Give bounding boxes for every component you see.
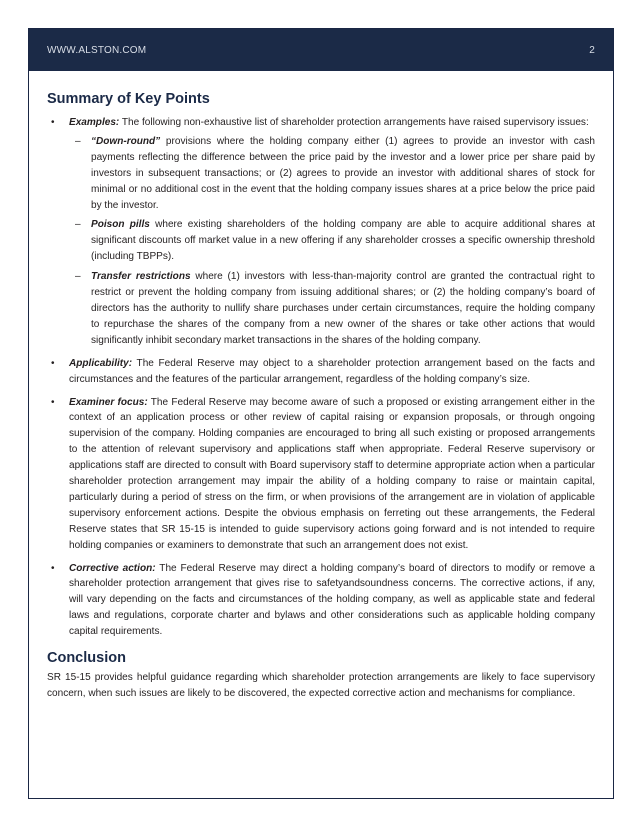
term-label: Transfer restrictions — [91, 271, 191, 283]
term-label: Examples: — [69, 117, 120, 128]
website-link[interactable]: WWW.ALSTON.COM — [47, 44, 147, 56]
page-header — [29, 29, 613, 71]
conclusion-paragraph: SR 15-15 provides helpful guidance regarding which shareholder protection arrangements are likely to face supervisory concern, when such issues are likely to be discovered, the expected corrective action and mechanisms for compliance. — [47, 672, 595, 699]
bullet-corrective-action — [47, 561, 595, 641]
page-number: 2 — [589, 44, 595, 56]
key-points-list — [47, 115, 595, 640]
subitem-text: provisions where the holding company either (1) agrees to provide an investor with cash payments reflecting the difference between the price paid by the investor and a lower price per share paid by investors in subsequent transactions; or (2) agrees to provide an investor with additional shares of stock for minimal or no additional cost in the event that the holding company issues shares at a price below the price paid by the investor. — [91, 135, 595, 211]
document-page — [28, 28, 614, 799]
bullet-examples — [47, 115, 595, 349]
term-label: Corrective action: — [69, 562, 156, 574]
bullet-text: The following non-exhaustive list of shareholder protection arrangements have raised supervisory issues: — [119, 117, 589, 128]
subitem-down-round — [69, 134, 595, 214]
bullet-text: The Federal Reserve may direct a holding company’s board of directors to modify or remove a shareholder protection arrangement that gives rise to safetyandsoundness concerns. The corrective actions, if any, will vary depending on the facts and circumstances of the holding company, as well as applicable state and federal laws and regulations, corporate charter and bylaws and other considerations such as applicable holding company capital requirements. — [69, 562, 595, 638]
subitem-poison-pills — [69, 217, 595, 265]
term-label: “Down-round” — [91, 135, 161, 147]
subitem-transfer-restrictions — [69, 269, 595, 349]
page-content — [29, 71, 613, 702]
term-label: Examiner focus: — [69, 396, 148, 408]
examples-sublist — [69, 134, 595, 349]
subitem-text: where (1) investors with less-than-majority control are granted the contractual right to restrict or prevent the holding company from issuing additional shares; or (2) the holding company’s board of directors has the authority to nullify share purchases under certain circumstances, require the holding company to repurchase the shares of the company from a new owner of the shares or take other actions that would significantly inhibit secondary market transactions in the shares of the holding company. — [91, 271, 595, 346]
section-heading-conclusion: Conclusion — [47, 650, 126, 667]
term-label: Poison pills — [91, 219, 150, 231]
bullet-examiner-focus — [47, 395, 595, 554]
term-label: Applicability: — [69, 357, 133, 369]
bullet-applicability — [47, 356, 595, 388]
subitem-text: where existing shareholders of the holding company are able to acquire additional shares at significant discounts off market value in a new offering if any shareholder crosses a specific ownership threshold (including TBPPs). — [91, 219, 595, 263]
section-heading-summary: Summary of Key Points — [47, 91, 210, 107]
bullet-text: The Federal Reserve may become aware of such a proposed or existing arrangement either in the context of an application process or other review of capital raising or expansion proposals, or through ongoing supervision of the company. Holding companies are encouraged to bring all such existing or proposed arrangements to the attention of relevant supervisory and applications staff when appropriate. Federal Reserve supervisory or applications staff are directed to consult with Board supervisory staff to determine appropriate action when a particular shareholder protection arrangement may impair the ability of a holding company to raise or maintain capital, particularly during a period of stress on the firm, or when provisions of the arrangement are in violation of applicable supervisory enforcement actions. Despite the obvious emphasis on ferreting out these arrangements, the Federal Reserve states that SR 15-15 is intended to guide supervisory actions going forward and is not intended to require holding companies or examiners to demonstrate that such an arrangement does not exist. — [69, 396, 595, 551]
bullet-text: The Federal Reserve may object to a shareholder protection arrangement based on the facts and circumstances and the features of the particular arrangement, regardless of the holding company’s size. — [69, 357, 595, 385]
